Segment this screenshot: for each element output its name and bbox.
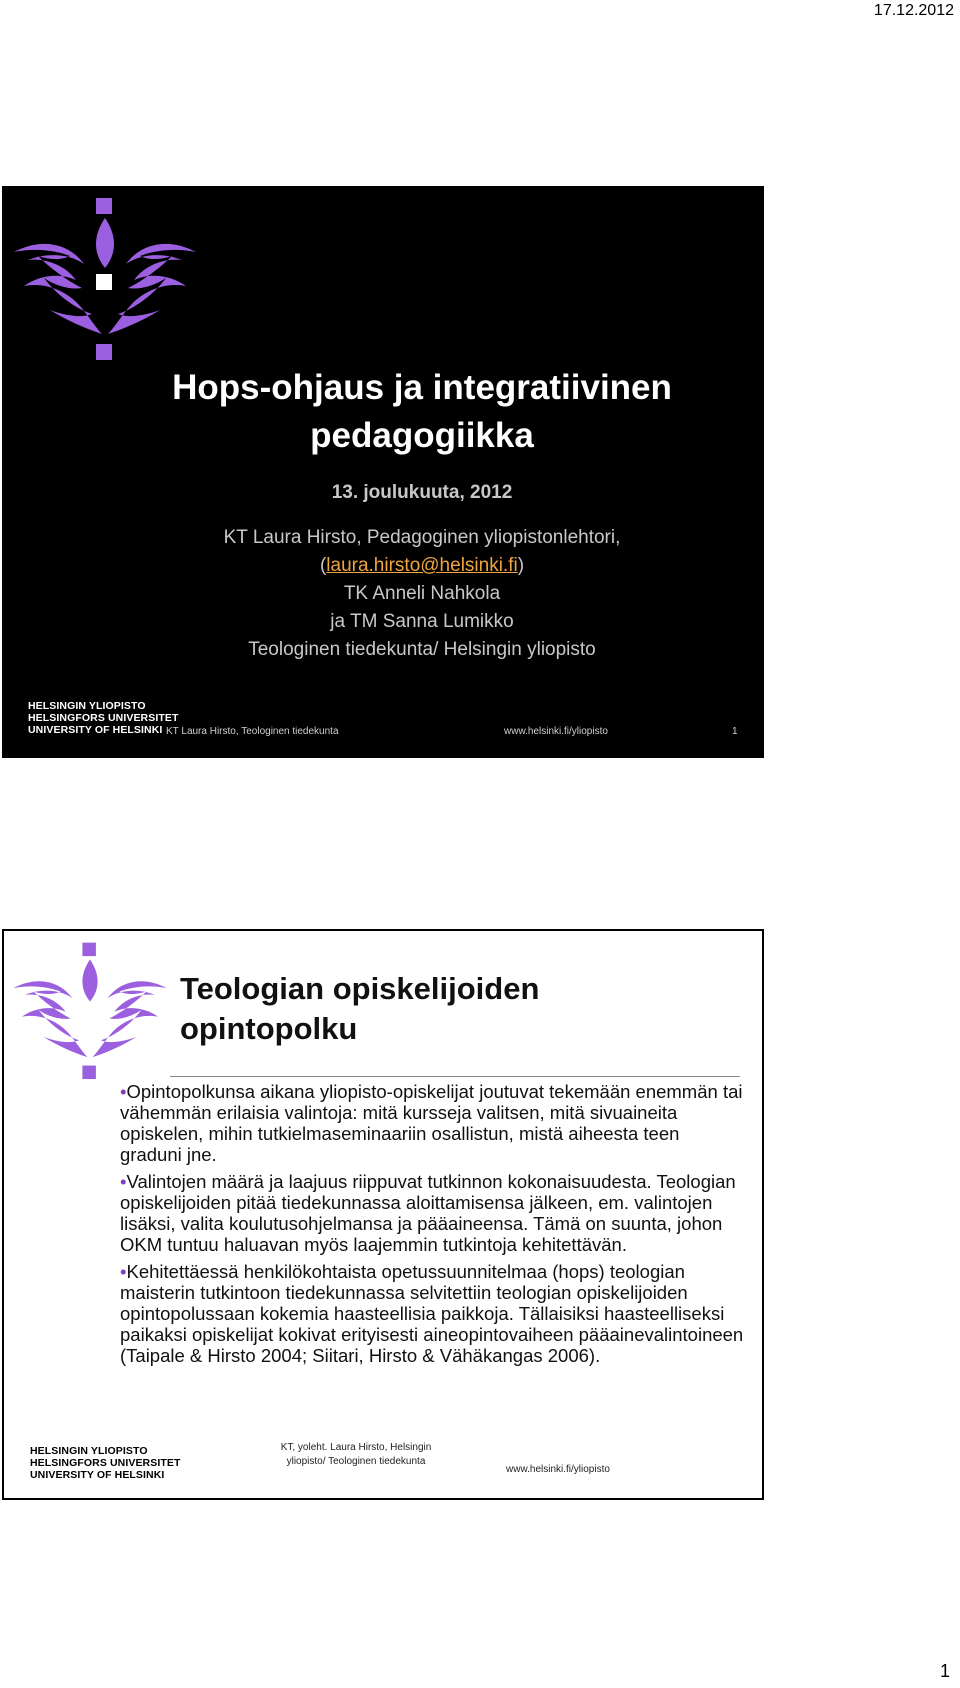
wordmark-line: HELSINGFORS UNIVERSITET xyxy=(28,712,179,724)
bullet-icon: • xyxy=(120,1171,127,1192)
wordmark-line: UNIVERSITY OF HELSINKI xyxy=(28,724,163,736)
bullet-paragraph xyxy=(120,1171,744,1255)
footer-url: www.helsinki.fi/yliopisto xyxy=(504,726,608,737)
footer-url: www.helsinki.fi/yliopisto xyxy=(506,1464,610,1475)
bullet-icon: • xyxy=(120,1081,127,1102)
slide-title xyxy=(180,969,700,1049)
slide-number: 1 xyxy=(732,726,738,737)
slide-title-line: Teologian opiskelijoiden xyxy=(180,971,540,1006)
helsinki-flame-logo-icon xyxy=(10,194,200,362)
helsinki-flame-logo-icon xyxy=(10,939,170,1081)
page-number: 1 xyxy=(939,1661,950,1681)
author-line: TK Anneli Nahkola xyxy=(343,583,501,604)
footer-author: KT Laura Hirsto, Teologinen tiedekunta xyxy=(166,726,339,737)
footer-author-line: yliopisto/ Teologinen tiedekunta xyxy=(286,1456,426,1467)
title-slide xyxy=(2,186,764,758)
author-email-line xyxy=(112,552,732,580)
author-line: ja TM Sanna Lumikko xyxy=(330,611,514,632)
slide-title-line: opintopolku xyxy=(180,1011,358,1046)
footer-author xyxy=(266,1441,446,1469)
page-date: 17.12.2012 xyxy=(873,2,954,19)
bullet-icon: • xyxy=(120,1261,127,1282)
paragraph-text: Valintojen määrä ja laajuus riippuvat tutkinnon kokonaisuudesta. Teologian opiskelijoiden pitää tiedekunnassa aloittamisensa jälkeen, em. valintojen lisäksi, valita koulutusohjelmansa ja pääaineensa. Tämä on suunta, johon OKM tuntuu haluavan myös laajemmin tutkintoja kehitettävän. xyxy=(120,1171,736,1255)
wordmark-line: HELSINGFORS UNIVERSITET xyxy=(30,1457,181,1469)
content-slide xyxy=(2,929,764,1500)
bullet-paragraph xyxy=(120,1261,744,1366)
paren-open: ( xyxy=(319,555,327,576)
slide-title xyxy=(112,364,732,460)
footer-author-line: KT, yoleht. Laura Hirsto, Helsingin xyxy=(280,1442,432,1453)
author-block xyxy=(112,524,732,664)
wordmark-line: UNIVERSITY OF HELSINKI xyxy=(30,1469,165,1481)
wordmark-line: HELSINGIN YLIOPISTO xyxy=(30,1445,148,1457)
slide-body xyxy=(120,1081,744,1372)
slide-title-line: Hops-ohjaus ja integratiivinen xyxy=(172,368,672,407)
title-divider xyxy=(170,1076,740,1077)
university-wordmark xyxy=(30,1445,180,1481)
author-line: KT Laura Hirsto, Pedagoginen yliopistonlehtori, xyxy=(223,527,621,548)
paren-close: ) xyxy=(517,555,525,576)
author-line: Teologinen tiedekunta/ Helsingin yliopisto xyxy=(248,639,596,660)
bullet-paragraph xyxy=(120,1081,744,1165)
author-email-link[interactable]: laura.hirsto@helsinki.fi xyxy=(326,555,518,576)
paragraph-text: Kehitettäessä henkilökohtaista opetussuunnitelmaa (hops) teologian maisterin tutkintoon tiedekunnassa selvitettiin teologian opiskelijoiden opintopolussaan kokemia haasteellisia paikkoja. Tällaisiksi haasteelliseksi paikaksi opiskelijat kokivat erityisesti aineopintovaiheen pääainevalintoineen (Taipale & Hirsto 2004; Siitari, Hirsto & Vähäkangas 2006). xyxy=(120,1261,744,1366)
slide-title-line: pedagogiikka xyxy=(310,416,534,455)
university-wordmark xyxy=(28,700,178,736)
wordmark-line: HELSINGIN YLIOPISTO xyxy=(28,700,146,712)
slide-date: 13. joulukuuta, 2012 xyxy=(331,482,513,503)
paragraph-text: Opintopolkunsa aikana yliopisto-opiskelijat joutuvat tekemään enemmän tai vähemmän erilaisia valintoja: mitä kursseja valitsen, mitä sivuaineita opiskelen, mihin tutkielmaseminaariin osallistun, mistä aiheesta teen graduni jne. xyxy=(120,1081,743,1165)
